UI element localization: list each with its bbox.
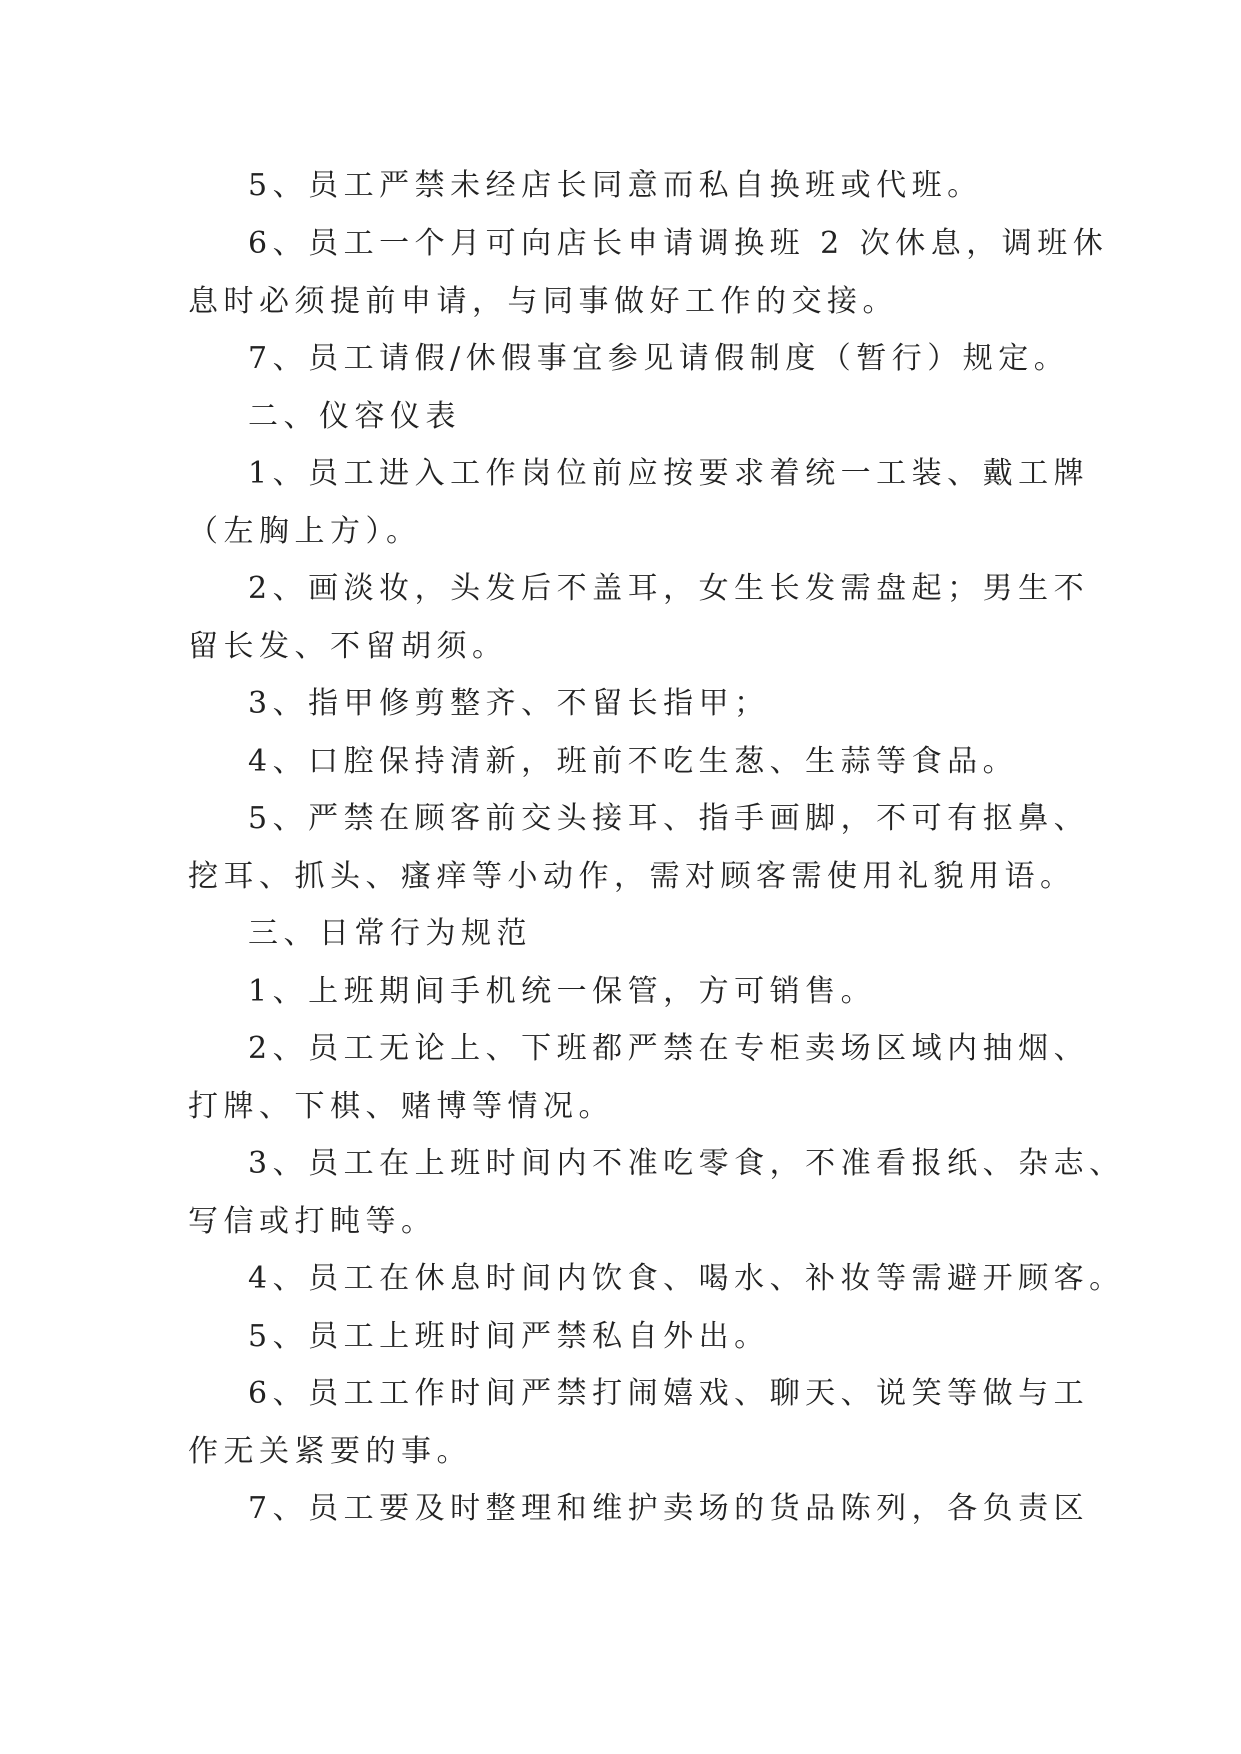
paragraph-line: （左胸上方）。 [188,514,422,549]
paragraph-line: 作无关紧要的事。 [188,1434,472,1469]
paragraph-line: 息时必须提前申请，与同事做好工作的交接。 [188,284,898,319]
paragraph-line: 4、口腔保持清新，班前不吃生葱、生蒜等食品。 [248,744,1019,779]
paragraph-line: 5、员工严禁未经店长同意而私自换班或代班。 [248,168,983,203]
section-heading: 三、日常行为规范 [248,916,532,951]
paragraph-line: 7、员工要及时整理和维护卖场的货品陈列，各负责区 [248,1491,1090,1526]
paragraph-line: 3、员工在上班时间内不准吃零食，不准看报纸、杂志、 [248,1146,1125,1181]
paragraph-line: 2、员工无论上、下班都严禁在专柜卖场区域内抽烟、 [248,1031,1090,1066]
paragraph-line: 写信或打盹等。 [188,1204,437,1239]
paragraph-line: 1、员工进入工作岗位前应按要求着统一工装、戴工牌 [248,456,1090,491]
paragraph-line: 5、员工上班时间严禁私自外出。 [248,1319,770,1354]
paragraph-line: 7、员工请假/休假事宜参见请假制度（暂行）规定。 [248,341,1070,376]
paragraph-line: 1、上班期间手机统一保管，方可销售。 [248,974,877,1009]
paragraph-line: 4、员工在休息时间内饮食、喝水、补妆等需避开顾客。 [248,1261,1125,1296]
paragraph-line: 打牌、下棋、赌博等情况。 [188,1089,614,1124]
paragraph-line: 3、指甲修剪整齐、不留长指甲； [248,686,770,721]
paragraph-line: 留长发、不留胡须。 [188,629,508,664]
section-heading: 二、仪容仪表 [248,399,461,434]
paragraph-line: 5、严禁在顾客前交头接耳、指手画脚，不可有抠鼻、 [248,801,1090,836]
paragraph-line: 6、员工一个月可向店长申请调换班 2 次休息，调班休 [248,226,1109,261]
paragraph-line: 挖耳、抓头、瘙痒等小动作，需对顾客需使用礼貌用语。 [188,859,1076,894]
paragraph-line: 6、员工工作时间严禁打闹嬉戏、聊天、说笑等做与工 [248,1376,1090,1411]
paragraph-line: 2、画淡妆，头发后不盖耳，女生长发需盘起；男生不 [248,571,1090,606]
